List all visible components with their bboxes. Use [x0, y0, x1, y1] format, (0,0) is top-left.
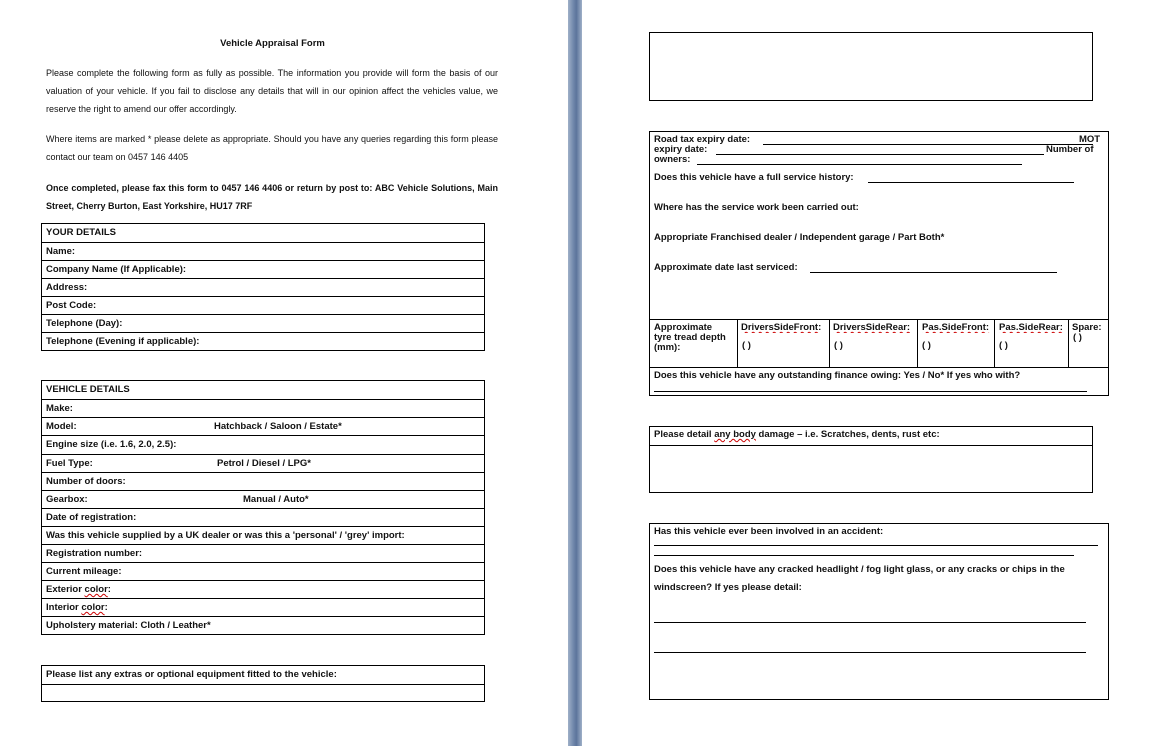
- tyre-grid-line: [917, 319, 918, 367]
- engine-field[interactable]: Engine size (i.e. 1.6, 2.0, 2.5):: [42, 435, 484, 454]
- last-serviced-label: Approximate date last serviced:: [654, 262, 798, 273]
- name-field[interactable]: Name:: [42, 242, 484, 260]
- damage-input[interactable]: [650, 446, 1092, 492]
- interior-color-field[interactable]: [42, 598, 484, 616]
- glass-label-2: windscreen? If yes please detail:: [654, 582, 802, 593]
- damage-label-wavy: any body: [714, 429, 756, 440]
- expiry-line[interactable]: [716, 154, 1044, 155]
- fuel-field[interactable]: [42, 454, 484, 472]
- where-service-label: Where has the service work been carried out:: [654, 202, 859, 213]
- accident-box: [649, 523, 1109, 700]
- mileage-field[interactable]: Current mileage:: [42, 562, 484, 580]
- damage-label: [654, 429, 940, 440]
- glass-line-1[interactable]: [654, 622, 1086, 623]
- postcode-field[interactable]: Post Code:: [42, 296, 484, 314]
- form-title: Vehicle Appraisal Form: [220, 38, 325, 49]
- owners-line[interactable]: [697, 164, 1022, 165]
- extras-table: [41, 665, 485, 702]
- damage-box: [649, 426, 1093, 493]
- accident-label: Has this vehicle ever been involved in an accident:: [654, 526, 884, 537]
- tyre-input-spare[interactable]: ( ): [1073, 332, 1082, 343]
- gearbox-field[interactable]: [42, 490, 484, 508]
- model-field[interactable]: [42, 417, 484, 435]
- mot-label: MOT: [1079, 134, 1101, 145]
- your-details-heading: YOUR DETAILS: [46, 227, 117, 238]
- service-options[interactable]: Appropriate Franchised dealer / Independent garage / Part Both*: [654, 232, 945, 243]
- tyre-grid-top: [650, 319, 1108, 320]
- telephone-evening-field[interactable]: Telephone (Evening if applicable):: [42, 332, 484, 350]
- address-field[interactable]: Address:: [42, 278, 484, 296]
- glass-label-1: Does this vehicle have any cracked headlight / fog light glass, or any cracks or chips in the: [654, 564, 1065, 575]
- expiry-label: expiry date:: [654, 144, 708, 155]
- model-label: Model:: [46, 421, 77, 432]
- telephone-day-field[interactable]: Telephone (Day):: [42, 314, 484, 332]
- gearbox-options[interactable]: Manual / Auto*: [243, 494, 309, 505]
- finance-line[interactable]: [654, 391, 1087, 392]
- upholstery-field[interactable]: Upholstery material: Cloth / Leather*: [42, 616, 484, 634]
- accident-line-2[interactable]: [654, 555, 1074, 556]
- owners-label-b: owners:: [654, 154, 691, 165]
- damage-label-prefix: Please detail: [654, 429, 715, 440]
- your-details-table: [41, 223, 485, 351]
- interior-word: color: [81, 602, 105, 613]
- tyre-input-drivers-rear[interactable]: ( ): [834, 340, 843, 351]
- top-blank-box[interactable]: [649, 32, 1093, 101]
- tyre-grid-line: [737, 319, 738, 367]
- extras-input[interactable]: [42, 684, 484, 701]
- road-tax-label: Road tax expiry date:: [654, 134, 751, 145]
- model-options[interactable]: Hatchback / Saloon / Estate*: [214, 421, 342, 432]
- doors-field[interactable]: Number of doors:: [42, 472, 484, 490]
- tyre-input-pas-front[interactable]: ( ): [922, 340, 931, 351]
- extras-label: Please list any extras or optional equipment fitted to the vehicle:: [46, 669, 337, 680]
- vehicle-details-table: [41, 380, 485, 635]
- exterior-colon: :: [107, 584, 111, 595]
- full-service-label: Does this vehicle have a full service history:: [654, 172, 854, 183]
- intro-paragraph: Please complete the following form as fully as possible. The information you provide will form the basis of our valuation of your vehicle. If you fail to disclose any details that will in our opinion affect the vehicles value, we reserve the right to amend our offer accordingly.: [46, 68, 498, 114]
- road-tax-line[interactable]: [763, 144, 1093, 145]
- page-divider: [568, 0, 582, 746]
- tyre-label-3: (mm):: [654, 342, 681, 353]
- full-service-line[interactable]: [868, 182, 1074, 183]
- tyre-grid-line: [1068, 319, 1069, 367]
- fuel-label: Fuel Type:: [46, 458, 93, 469]
- tyre-input-pas-rear[interactable]: ( ): [999, 340, 1008, 351]
- right-page: [582, 0, 1152, 746]
- tyre-label-1: Approximate: [654, 322, 713, 333]
- vehicle-details-heading: VEHICLE DETAILS: [46, 384, 130, 395]
- tyre-grid-line: [994, 319, 995, 367]
- note-paragraph: Where items are marked * please delete as appropriate. Should you have any queries regarding this form please contact our team on 0457 146 4405: [46, 134, 498, 162]
- import-field[interactable]: Was this vehicle supplied by a UK dealer or was this a 'personal' / 'grey' import:: [42, 526, 484, 544]
- tyre-col-spare: Spare:: [1072, 322, 1102, 333]
- registration-date-field[interactable]: Date of registration:: [42, 508, 484, 526]
- tyre-col-pas-rear: Pas.SideRear:: [999, 322, 1063, 333]
- damage-label-suffix: damage – i.e. Scratches, dents, rust etc:: [755, 429, 940, 440]
- make-field[interactable]: Make:: [42, 399, 484, 417]
- company-field[interactable]: Company Name (If Applicable):: [42, 260, 484, 278]
- fuel-options[interactable]: Petrol / Diesel / LPG*: [217, 458, 311, 469]
- exterior-color-field[interactable]: [42, 580, 484, 598]
- interior-colon: :: [104, 602, 108, 613]
- finance-label: Does this vehicle have any outstanding finance owing: Yes / No* If yes who with?: [654, 370, 1021, 381]
- accident-line-1[interactable]: [654, 545, 1098, 546]
- interior-label: Interior: [46, 602, 82, 613]
- tyre-col-drivers-rear: DriversSideRear:: [833, 322, 911, 333]
- history-box: [649, 131, 1109, 396]
- tyre-input-drivers-front[interactable]: ( ): [742, 340, 751, 351]
- left-page: [0, 0, 568, 746]
- exterior-label: Exterior: [46, 584, 85, 595]
- tyre-grid-bottom: [650, 367, 1108, 368]
- owners-label-a: Number of: [1046, 144, 1094, 155]
- reg-number-field[interactable]: Registration number:: [42, 544, 484, 562]
- tyre-label-2: tyre tread depth: [654, 332, 726, 343]
- last-serviced-line[interactable]: [810, 272, 1057, 273]
- glass-line-2[interactable]: [654, 652, 1086, 653]
- tyre-col-drivers-front: DriversSideFront:: [741, 322, 822, 333]
- contact-paragraph: Once completed, please fax this form to 0457 146 4406 or return by post to: ABC Vehicle Solutions, Main Street, Cherry Burton, East Yorkshire, HU17 7RF: [46, 183, 498, 211]
- exterior-word: color: [84, 584, 108, 595]
- gearbox-label: Gearbox:: [46, 494, 88, 505]
- tyre-col-pas-front: Pas.SideFront:: [922, 322, 990, 333]
- tyre-grid-line: [829, 319, 830, 367]
